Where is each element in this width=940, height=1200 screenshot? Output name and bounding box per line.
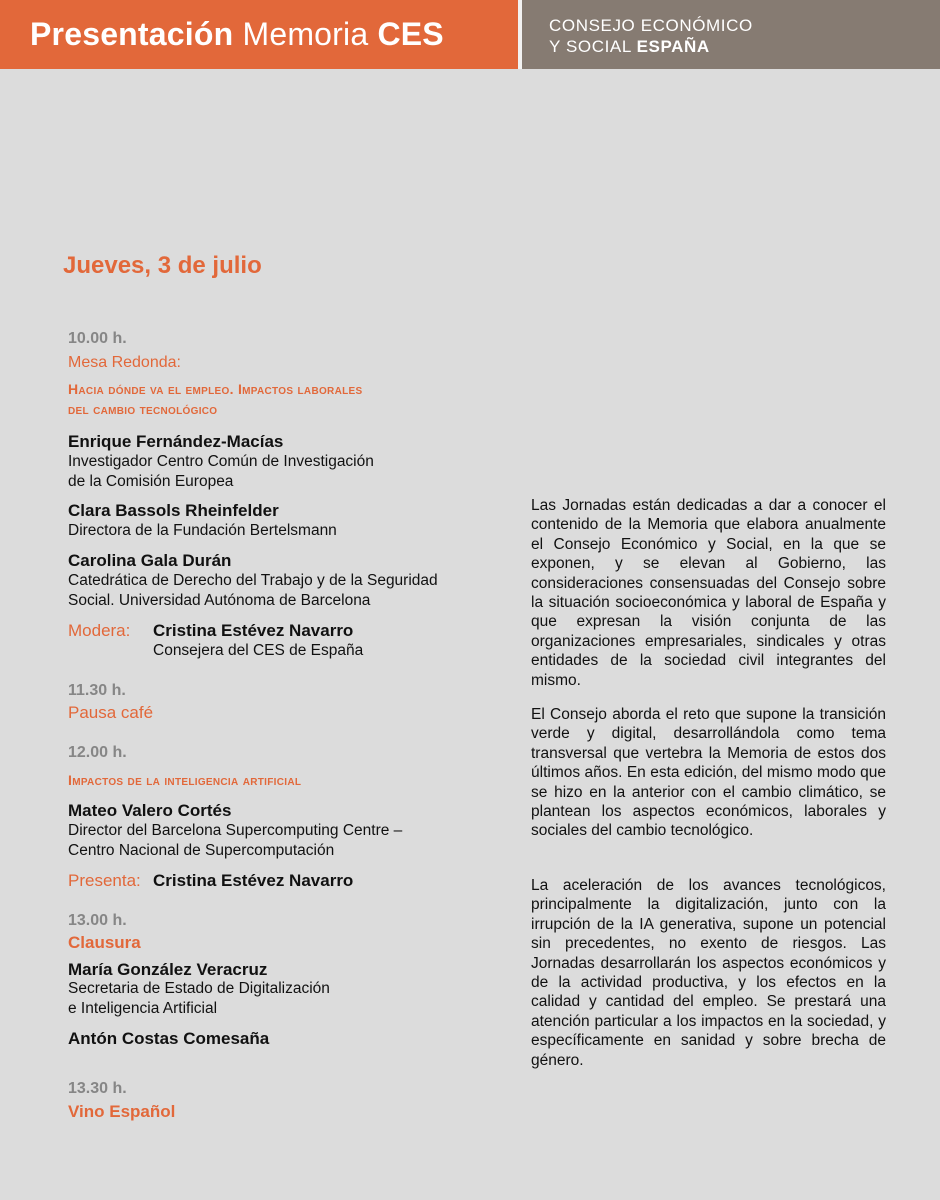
- speaker-role: Social. Universidad Autónoma de Barcelona: [68, 592, 371, 609]
- speaker-role: Secretaria de Estado de Digitalización: [68, 980, 330, 997]
- speaker-role: Directora de la Fundación Bertelsmann: [68, 522, 337, 539]
- org-name-line1: CONSEJO ECONÓMICO: [549, 16, 753, 35]
- speaker-role: Catedrática de Derecho del Trabajo y de la Seguridad: [68, 572, 438, 589]
- speaker-name: Enrique Fernández-Macías: [68, 432, 284, 451]
- presenter-name: Cristina Estévez Navarro: [153, 871, 354, 890]
- session-2-label: Pausa café: [68, 703, 154, 722]
- description-paragraph-3: La aceleración de los avances tecnológicos, principalmente la digitalización, junto con la irrupción de la IA generativa, supone un potencial sin precedentes, no exento de riesgos. Las Jornadas desarrollarán los aspectos económicos y de la actividad productiva, y los efectos en la calidad y cantidad del empleo. Se prestará una atención particular a los impactos en la sociedad, y específicamente en sanidad y sobre brecha de género.: [531, 877, 886, 1069]
- description-paragraph-1: Las Jornadas están dedicadas a dar a conocer el contenido de la Memoria que elabora anualmente el Consejo Económico y Social, en la que se exponen, y se elevan al Gobierno, las consideraciones consensuadas del Consejo sobre la situación socioeconómica y laboral de España y que expresan la visión conjunta de las organizaciones empresariales, sindicales y otras entidades de la sociedad civil integrantes del mismo.: [531, 497, 886, 689]
- moderator-name: Cristina Estévez Navarro: [153, 621, 354, 640]
- speaker-role: Director del Barcelona Supercomputing Centre –: [68, 822, 403, 839]
- session-5-label: Vino Español: [68, 1102, 176, 1121]
- speaker-name: Clara Bassols Rheinfelder: [68, 501, 279, 520]
- session-4-time: 13.00 h.: [68, 912, 127, 929]
- speaker-role: Centro Nacional de Supercomputación: [68, 842, 335, 859]
- speaker-role: e Inteligencia Artificial: [68, 1000, 218, 1017]
- org-name-line2: Y SOCIAL ESPAÑA: [549, 37, 710, 56]
- header-banner: [0, 0, 518, 69]
- moderator-label: Modera:: [68, 621, 131, 640]
- page-title: Presentación Memoria CES: [30, 16, 444, 52]
- session-3-time: 12.00 h.: [68, 744, 127, 761]
- presenter-label: Presenta:: [68, 871, 141, 890]
- session-1-type: Mesa Redonda:: [68, 354, 181, 371]
- session-2-time: 11.30 h.: [68, 682, 126, 699]
- org-banner: [522, 0, 940, 69]
- description-paragraph-2: El Consejo aborda el reto que supone la transición verde y digital, desarrollándola como tema transversal que vertebra la Memoria de estos dos últimos años. En esta edición, del mismo modo que se hizo en la anterior con el cambio climático, se plantean los aspectos económicos, laborales y sociales del cambio tecnológico.: [531, 706, 886, 840]
- session-1-title-line1: Hacia dónde va el empleo. Impactos laborales: [68, 381, 363, 397]
- speaker-name: Antón Costas Comesaña: [68, 1029, 270, 1048]
- program-date: Jueves, 3 de julio: [63, 252, 262, 279]
- session-1-title-line2: del cambio tecnológico: [68, 401, 218, 417]
- session-4-label: Clausura: [68, 933, 141, 952]
- session-1-time: 10.00 h.: [68, 330, 127, 347]
- speaker-role: de la Comisión Europea: [68, 473, 234, 490]
- speaker-role: Investigador Centro Común de Investigación: [68, 453, 374, 470]
- moderator-role: Consejera del CES de España: [153, 642, 364, 659]
- speaker-name: María González Veracruz: [68, 960, 268, 979]
- session-5-time: 13.30 h.: [68, 1080, 127, 1097]
- session-3-title: Impactos de la inteligencia artificial: [68, 772, 302, 788]
- speaker-name: Carolina Gala Durán: [68, 551, 232, 570]
- speaker-name: Mateo Valero Cortés: [68, 801, 232, 820]
